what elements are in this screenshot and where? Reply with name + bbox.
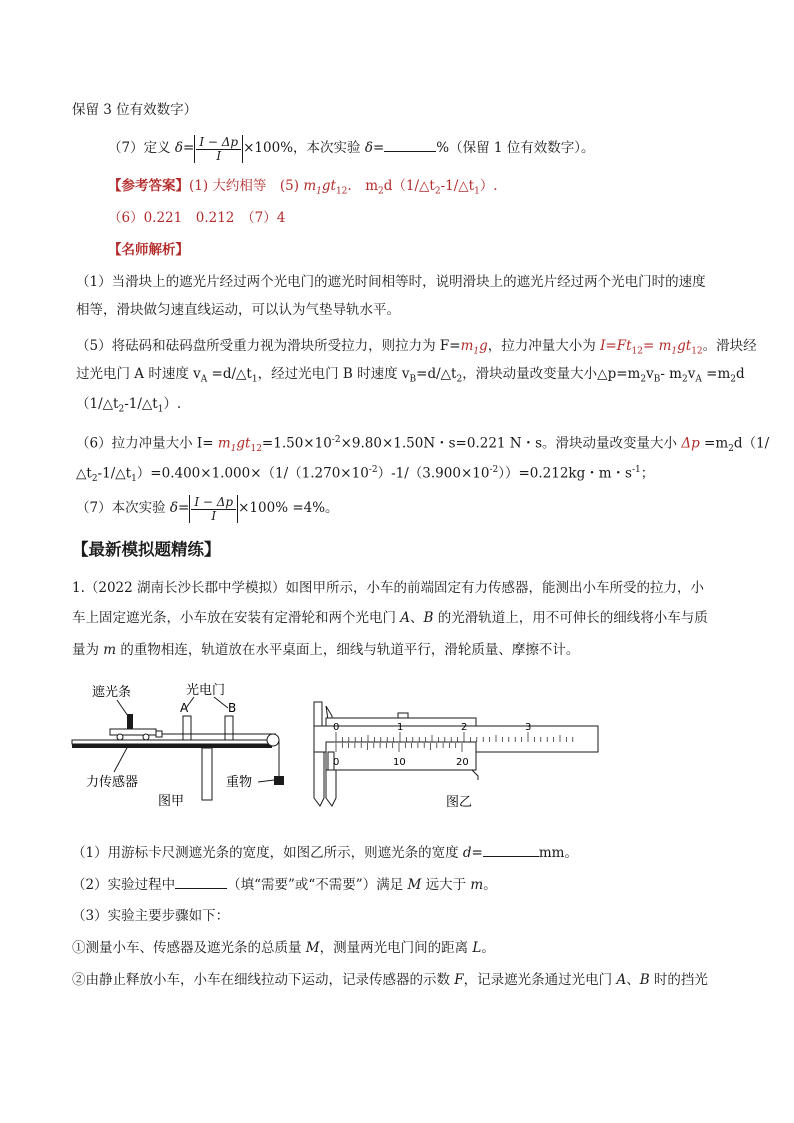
question1-line1: 1.（2022 湖南长沙长郡中学模拟）如图甲所示，小车的前端固定有力传感器，能测出小车所受的拉力，小 xyxy=(72,580,705,596)
track-top xyxy=(72,740,272,744)
cart-wheel-front xyxy=(143,734,149,740)
question1-line2: 车上固定遮光条，小车放在安装有定滑轮和两个光电门 A、B 的光滑轨道上，用不可伸长的细线将小车与质 xyxy=(72,610,708,626)
label-gate: 光电门 xyxy=(186,683,226,698)
weight-block xyxy=(274,776,284,785)
gate-a xyxy=(183,716,191,740)
step-1: ①测量小车、传感器及遮光条的总质量 M，测量两光电门间的距离 L。 xyxy=(72,940,495,956)
figure-vernier-caliper xyxy=(300,696,604,814)
pulley xyxy=(267,734,279,746)
force-sensor xyxy=(156,731,162,737)
reference-answer-line2: （6）0.221 0.212 （7）4 xyxy=(108,210,286,226)
caption-fig-a: 图甲 xyxy=(158,794,185,809)
subquestion-2: （2）实验过程中 （填“需要”或“不需要”）满足 M 远大于 m。 xyxy=(72,874,497,895)
shield-strip xyxy=(127,714,133,730)
answer-blank-width[interactable] xyxy=(483,842,539,857)
lock-screw xyxy=(398,713,408,718)
leader-gate-b xyxy=(214,697,228,708)
analysis-p6-line1: （6）拉力冲量大小 $I= m_1gt_{12}=1.50\times 10^{-2}\times 9.80\times 1.50N$・s=0.221 N・s。滑块动量改变量大小 $\Delta p =m_2d(1/$ xyxy=(76,435,770,455)
analysis-p5-line1: （5）将砝码和砝码盘所受重力视为滑块所受拉力，则拉力为 $F=m_1g$，拉力冲量大小为 $I=Ft_{12}= m_1gt_{12}$。滑块经 xyxy=(76,338,757,357)
reference-answer: 【参考答案】(1) 大约相等 (5) $m_1gt_{12}$. $m_2d(1/\triangle t_2-1/\triangle t_1)$. xyxy=(108,178,498,197)
answer-blank-delta[interactable] xyxy=(384,137,436,152)
analysis-p1-line2: 相等，滑块做匀速直线运动，可以认为气垫导轨水平。 xyxy=(76,302,400,318)
leader-shield xyxy=(117,700,128,716)
teacher-analysis-label: 【名师解析】 xyxy=(108,242,189,258)
label-weight: 重物 xyxy=(226,775,253,790)
vernier-scale-label: 10 xyxy=(393,757,406,768)
label-gate-a: A xyxy=(180,701,189,715)
analysis-p6-line2: $\triangle t_2-1/\triangle t_1)=0.400\times 1.000\times(1/(1.270\times 10^{-2})-1/(3.900\times 10^{-2}))=0.212kg$・m・$s^{-1}$； xyxy=(76,465,655,485)
analysis-p1-line1: （1）当滑块上的遮光片经过两个光电门的遮光时间相等时，说明滑块上的遮光片经过两个光电门时的速度 xyxy=(76,274,706,290)
answer-blank-need[interactable] xyxy=(175,874,227,889)
label-gate-b: B xyxy=(228,701,237,715)
vernier-scale-label: 20 xyxy=(456,757,469,768)
main-scale-label: 0 xyxy=(333,722,340,733)
caption-fig-b: 图乙 xyxy=(446,795,473,810)
main-scale-label: 3 xyxy=(525,722,532,733)
text-line-precision: 保留 3 位有效数字） xyxy=(72,102,198,118)
upper-jaw-fixed xyxy=(314,702,322,726)
main-scale-label: 1 xyxy=(397,722,404,733)
vernier-scale-label: 0 xyxy=(333,757,340,768)
label-shield: 遮光条 xyxy=(92,685,132,700)
definition-line: （7）定义 δ= $\frac{I - \Delta p}{I}$ ×100%，本次实验 δ= %（保留 1 位有效数字）。 xyxy=(108,134,595,163)
leader-weight xyxy=(258,780,274,782)
main-scale-label: 2 xyxy=(461,722,468,733)
thumb-grip xyxy=(472,770,478,780)
cart-wheel-rear xyxy=(117,734,123,740)
subquestion-3: （3）实验主要步骤如下： xyxy=(72,908,230,924)
figure-apparatus xyxy=(70,676,296,812)
abs-fraction: $\frac{I - \Delta p}{I}$ xyxy=(194,135,243,163)
lower-jaw-slide xyxy=(326,770,336,806)
question1-line3: 量为 m 的重物相连，轨道放在水平桌面上，细线与轨道平行，滑轮质量、摩擦不计。 xyxy=(72,642,580,658)
subquestion-1: （1）用游标卡尺测遮光条的宽度，如图乙所示，则遮光条的宽度 d= mm。 xyxy=(72,842,578,863)
table-leg xyxy=(202,748,212,800)
analysis-p5-line3: $(1/\triangle t_2-1/\triangle t_1)$. xyxy=(76,396,182,415)
leader-sensor xyxy=(114,746,128,772)
cart-body xyxy=(110,729,156,735)
section-heading: 【最新模拟题精练】 xyxy=(72,540,221,559)
lower-jaw-fixed xyxy=(314,752,324,806)
gate-b xyxy=(225,716,233,740)
analysis-p7: （7）本次实验 δ= $\frac{I - \Delta p}{I}$ ×100% =4%。 xyxy=(76,494,339,523)
label-sensor: 力传感器 xyxy=(86,775,139,790)
step-2: ②由静止释放小车，小车在细线拉动下运动，记录传感器的示数 F，记录遮光条通过光电门 A、B 时的挡光 xyxy=(72,972,708,988)
track-base xyxy=(72,744,272,748)
analysis-p5-line2: 过光电门 A 时速度 $v_A$ $=d/\triangle t_1$，经过光电门 B 时速度 $v_B=d/\triangle t_2$，滑块动量改变量大小$\triangle p=m_2v_B-$ $m_2v_A =m_2d$ xyxy=(76,366,745,385)
